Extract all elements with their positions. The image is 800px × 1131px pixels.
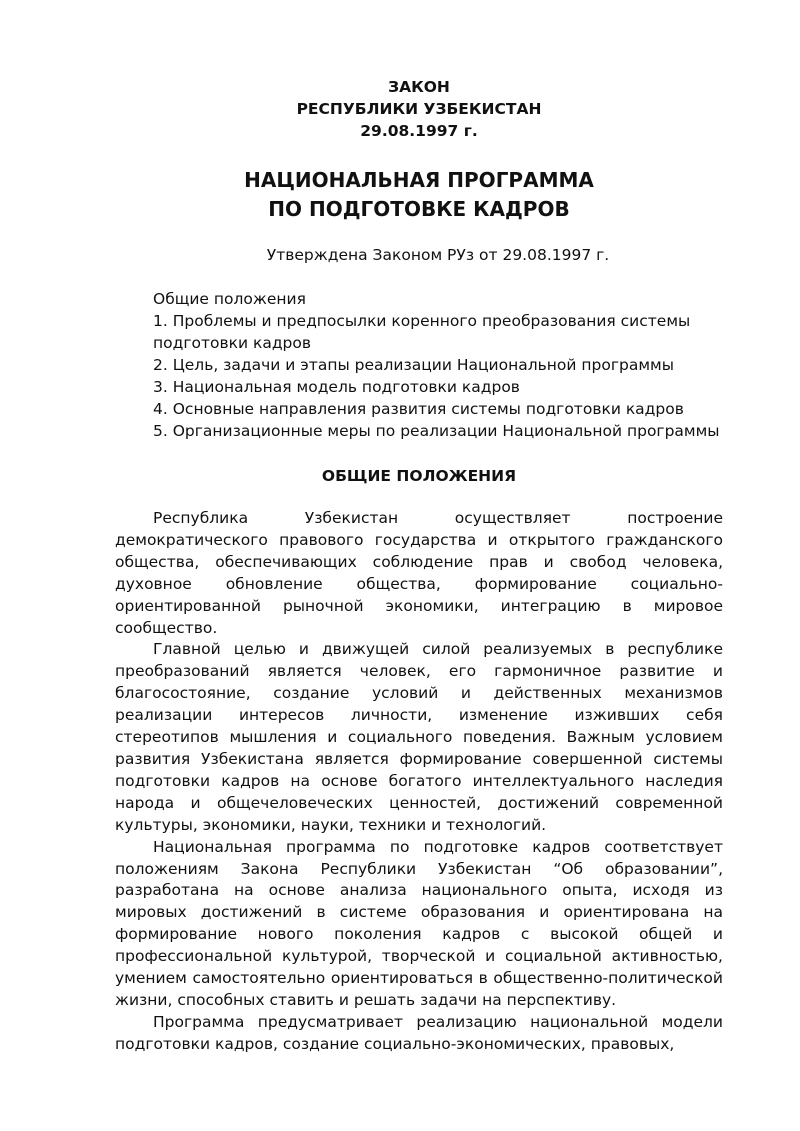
section-heading: ОБЩИЕ ПОЛОЖЕНИЯ bbox=[321, 467, 517, 485]
paragraph-4: Программа предусматривает реализацию национальной модели подготовки кадров, создание социально-экономических, правовых, bbox=[115, 1012, 723, 1053]
law-header-date: 29.08.1997 г. bbox=[360, 122, 478, 140]
paragraph-3: Национальная программа по подготовке кадров соответствует положениям Закона Республики Узбекистан “Об образовании”, разработана на основе анализа национального опыта, исходя из мировых достижений в системе образования и ориентирована на формирование нового поколения кадров с высокой общей и профессиональной культурой, творческой и социальной активностью, умением самостоятельно ориентироваться в общественно-политической жизни, способных ставить и решать задачи на перспективу. bbox=[115, 837, 723, 1009]
table-of-contents bbox=[153, 288, 733, 442]
toc-item-1: 1. Проблемы и предпосылки коренного преобразования системы подготовки кадров bbox=[153, 312, 691, 352]
paragraph-2: Главной целью и движущей силой реализуемых в республике преобразований является человек, его гармоничное развитие и благосостояние, создание условий и действенных механизмов реализации интересов личности, изменение изживших себя стереотипов мышления и социального поведения. Важным условием развития Узбекистана является формирование совершенной системы подготовки кадров на основе богатого интеллектуального наследия народа и общечеловеческих ценностей, достижений современной культуры, экономики, науки, техники и технологий. bbox=[115, 640, 723, 834]
toc-item-2: 2. Цель, задачи и этапы реализации Национальной программы bbox=[153, 356, 674, 374]
program-title bbox=[0, 166, 800, 224]
approval-note: Утверждена Законом РУз от 29.08.1997 г. bbox=[266, 246, 610, 264]
toc-item-4: 4. Основные направления развития системы подготовки кадров bbox=[153, 400, 684, 418]
toc-item-3: 3. Национальная модель подготовки кадров bbox=[153, 378, 520, 396]
toc-item-5: 5. Организационные меры по реализации Национальной программы bbox=[153, 422, 720, 440]
law-header-title: ЗАКОН bbox=[388, 78, 450, 96]
paragraph-1: Республика Узбекистан осуществляет построение демократического правового государства и открытого гражданского общества, обеспечивающих соблюдение прав и свобод человека, духовное обновление общества, формирование социально-ориентированной рыночной экономики, интеграцию в мировое сообщество. bbox=[115, 509, 723, 637]
program-title-line-2: ПО ПОДГОТОВКЕ КАДРОВ bbox=[268, 197, 570, 221]
body-text bbox=[115, 508, 723, 1056]
law-header-country: РЕСПУБЛИКИ УЗБЕКИСТАН bbox=[296, 100, 542, 118]
law-header bbox=[0, 76, 800, 142]
toc-item-general: Общие положения bbox=[153, 290, 306, 308]
program-title-line-1: НАЦИОНАЛЬНАЯ ПРОГРАММА bbox=[244, 168, 594, 192]
